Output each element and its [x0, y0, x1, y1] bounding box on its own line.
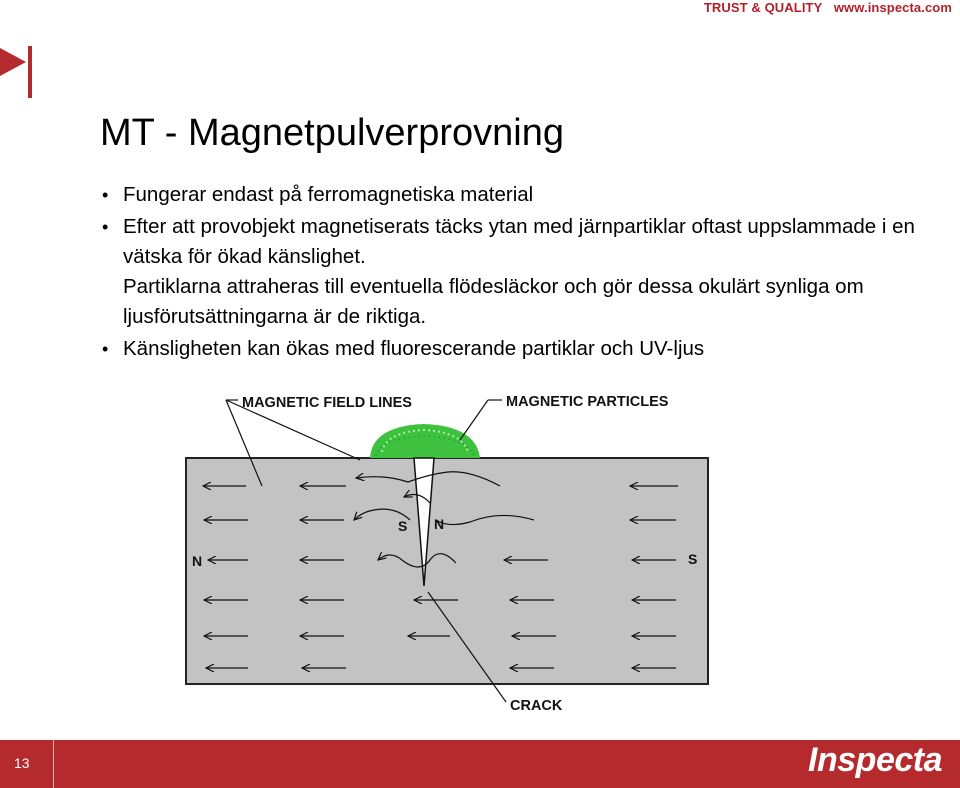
label-crack: CRACK [510, 698, 563, 714]
header-tagline [696, 0, 952, 15]
bullet-text: Partiklarna attraheras till eventuella flödesläckor och gör dessa okulärt synliga om ljusförutsättningarna är de riktiga. [123, 275, 864, 328]
label-field-lines: MAGNETIC FIELD LINES [242, 395, 412, 411]
bullet-item [100, 334, 920, 364]
magnetic-particles [370, 424, 480, 458]
bullet-text: • Känsligheten kan ökas med fluorescerande partiklar och UV-ljus [123, 337, 705, 360]
page-number: 13 [14, 755, 30, 771]
brand-play-icon [0, 44, 40, 100]
pole-left: N [192, 553, 203, 569]
pole-right: S [688, 551, 698, 567]
slide-title: MT - Magnetpulverprovning [100, 112, 564, 154]
tagline-url: www.inspecta.com [833, 0, 952, 15]
bullet-list [100, 180, 920, 366]
bullet-text: • Fungerar endast på ferromagnetiska material [123, 183, 534, 206]
footer-divider [53, 740, 54, 788]
tagline-text: TRUST & QUALITY [703, 0, 823, 15]
crack-pole-right: N [434, 516, 445, 532]
mt-diagram [180, 382, 720, 722]
steel-plate [186, 458, 708, 684]
bullet-item [100, 180, 920, 210]
brand-logo: Inspecta [808, 741, 942, 779]
bullet-item [100, 212, 920, 332]
label-particles: MAGNETIC PARTICLES [506, 394, 669, 410]
crack-pole-left: S [398, 518, 408, 534]
bullet-text: • Efter att provobjekt magnetiserats täcks ytan med järnpartiklar oftast uppslammade i en vätska för ökad känslighet. [123, 215, 915, 268]
footer-bar [0, 740, 960, 788]
